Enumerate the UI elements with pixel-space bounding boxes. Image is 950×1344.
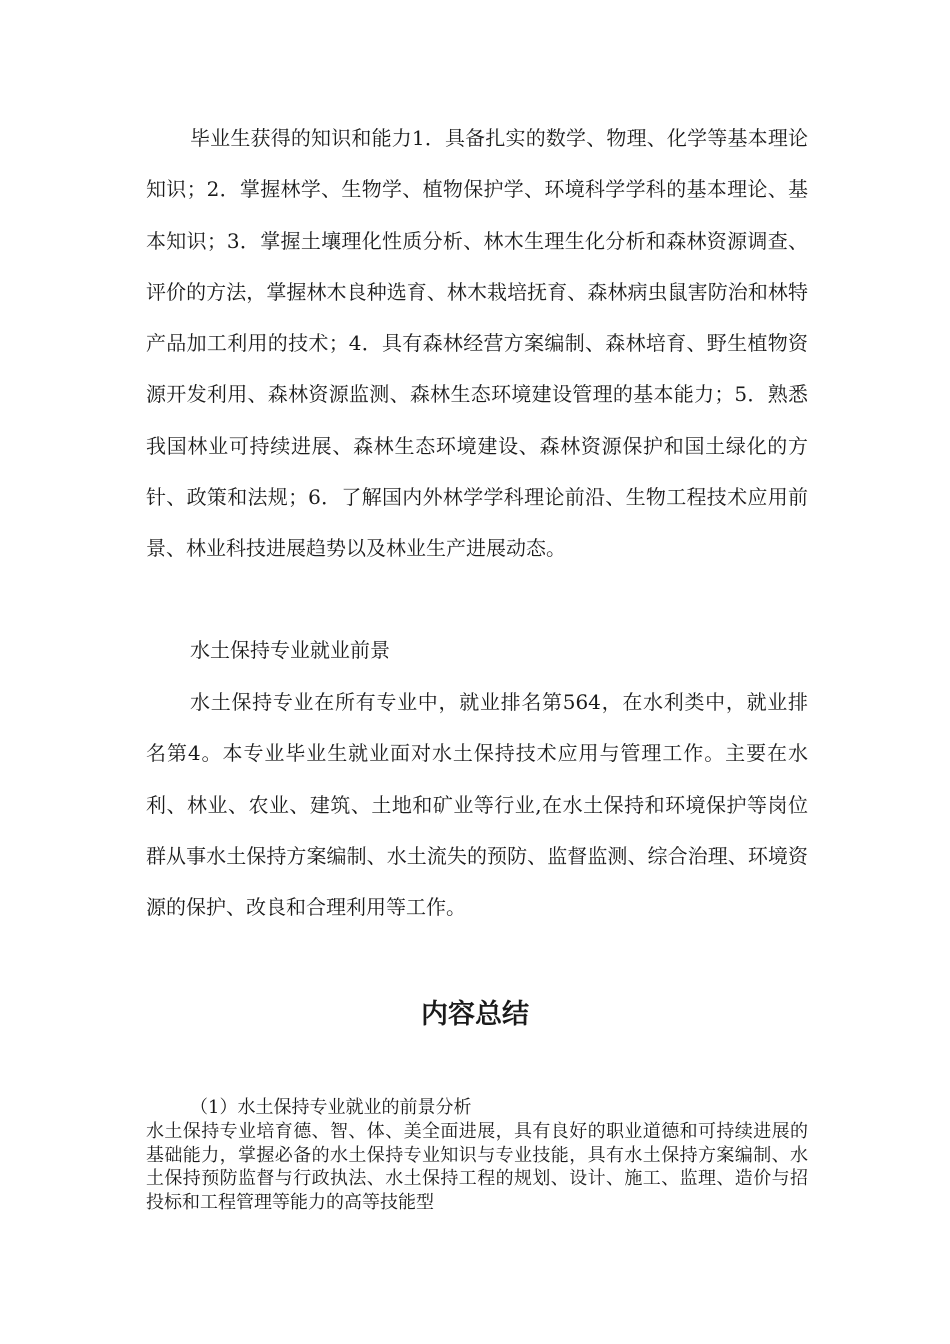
section-heading-employment-prospects: 水土保持专业就业前景 [190,638,390,662]
paragraph-employment-ranking: 水土保持专业在所有专业中，就业排名第564，在水利类中，就业排名第4。本专业毕业生就业面对水土保持技术应用与管理工作。主要在水利、林业、农业、建筑、土地和矿业等行业,在水土保持和环境保护等岗位群从事水土保持方案编制、水土流失的预防、监督监测、综合治理、环境资源的保护、改良和合理利用等工作。 [146,690,808,920]
summary-title: 内容总结 [421,999,529,1030]
paragraph-knowledge-abilities: 毕业生获得的知识和能力1．具备扎实的数学、物理、化学等基本理论知识；2．掌握林学、生物学、植物保护学、环境科学学科的基本理论、基本知识；3．掌握土壤理化性质分析、林木生理生化分析和森林资源调查、评价的方法，掌握林木良种选育、林木栽培抚育、森林病虫鼠害防治和林特产品加工利用的技术；4．具有森林经营方案编制、森林培育、野生植物资源开发利用、森林资源监测、森林生态环境建设管理的基本能力；5．熟悉我国林业可持续进展、森林生态环境建设、森林资源保护和国土绿化的方针、政策和法规；6．了解国内外林学学科理论前沿、生物工程技术应用前景、林业科技进展趋势以及林业生产进展动态。 [146,126,808,561]
paragraph-summary: 水土保持专业培育德、智、体、美全面进展，具有良好的职业道德和可持续进展的基础能力，掌握必备的水土保持专业知识与专业技能，具有水土保持方案编制、水土保持预防监督与行政执法、水土保持工程的规划、设计、施工、监理、造价与招投标和工程管理等能力的高等技能型 [146,1121,808,1213]
summary-sub-heading: （1）水土保持专业就业的前景分析 [190,1097,472,1118]
